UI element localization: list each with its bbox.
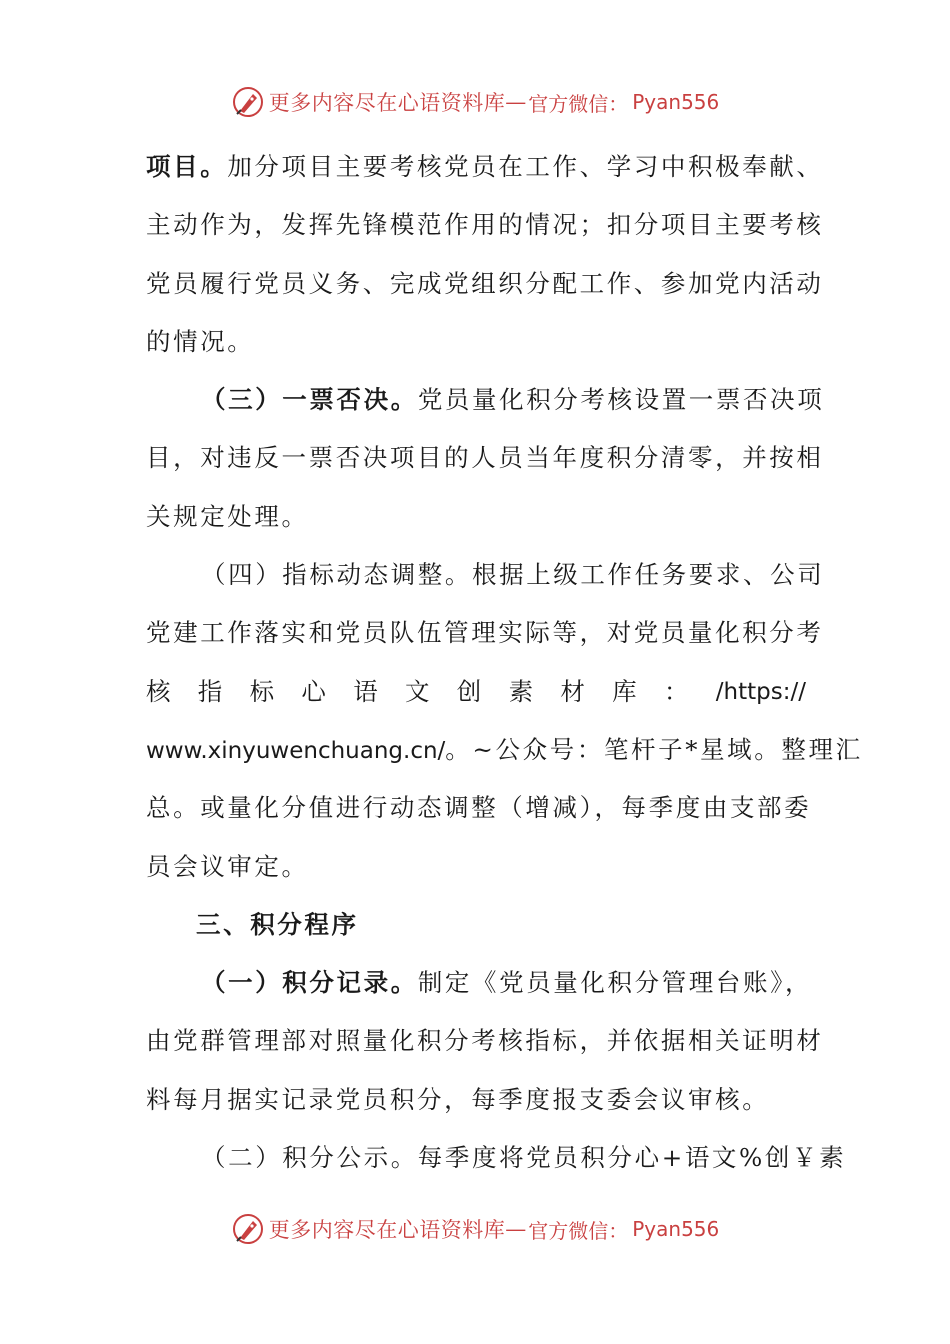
document-body: [146, 138, 863, 1187]
p3-line-5: 总。或量化分值进行动态调整（增减），每季度由支部委: [146, 793, 812, 823]
p1-line-4: 的情况。: [146, 326, 255, 356]
p2-line-1: （三）一票否决。党员量化积分考核设置一票否决项: [201, 385, 825, 415]
url-fragment: /https://: [715, 678, 806, 705]
p5-line-1: （二）积分公示。每季度将党员积分心+语文%创￥素: [201, 1143, 847, 1173]
watermark-wechat-label: 官方微信：: [528, 1218, 629, 1243]
p1-line-2: 主动作为，发挥先锋模范作用的情况；扣分项目主要考核: [146, 210, 824, 240]
p3-line-6: 员会议审定。: [146, 851, 309, 881]
pen-nib-logo-icon: [231, 85, 265, 119]
p3-line-3: 核 指 标 心 语 文 创 素 材 库 ： /https://: [146, 663, 806, 721]
p4-line-3: 料每月据实记录党员积分，每季度报支委会议审核。: [146, 1084, 770, 1114]
watermark-dash: —: [505, 1217, 527, 1241]
p3-line-2: 党建工作落实和党员队伍管理实际等，对党员量化积分考: [146, 618, 824, 648]
footer-watermark: [0, 1209, 950, 1249]
p1-line-3: 党员履行党员义务、完成党组织分配工作、参加党内活动: [146, 268, 824, 298]
watermark-wechat-id: Pyan556: [632, 90, 720, 114]
watermark-wechat-label: 官方微信：: [528, 91, 629, 116]
p3-line-1: （四）指标动态调整。根据上级工作任务要求、公司: [201, 560, 825, 590]
p1-bold-lead: 项目。: [146, 152, 228, 181]
url-text: www.xinyuwenchuang.cn/: [146, 737, 446, 764]
watermark-text: 更多内容尽在心语资料库: [268, 1218, 506, 1242]
p4-line-2: 由党群管理部对照量化积分考核指标，并依据相关证明材: [146, 1026, 824, 1056]
p2-line-2: 目，对违反一票否决项目的人员当年度积分清零，并按相: [146, 443, 824, 473]
watermark-text: 更多内容尽在心语资料库: [268, 91, 506, 115]
watermark-wechat-id: Pyan556: [632, 1217, 720, 1241]
p4-bold-lead: （一）积分记录。: [201, 968, 418, 998]
header-watermark: [0, 82, 950, 122]
p1-line-1: 项目。加分项目主要考核党员在工作、学习中积极奉献、: [146, 152, 824, 181]
pen-nib-logo-icon: [231, 1212, 265, 1246]
section-heading-3: 三、积分程序: [196, 909, 359, 939]
p4-line-1: （一）积分记录。制定《党员量化积分管理台账》，: [201, 968, 813, 998]
watermark-dash: —: [505, 90, 527, 114]
p2-bold-lead: （三）一票否决。: [201, 385, 418, 415]
p3-line-4: www.xinyuwenchuang.cn/。~公众号：笔杆子*星域。整理汇: [146, 734, 863, 764]
p2-line-3: 关规定处理。: [146, 501, 309, 531]
